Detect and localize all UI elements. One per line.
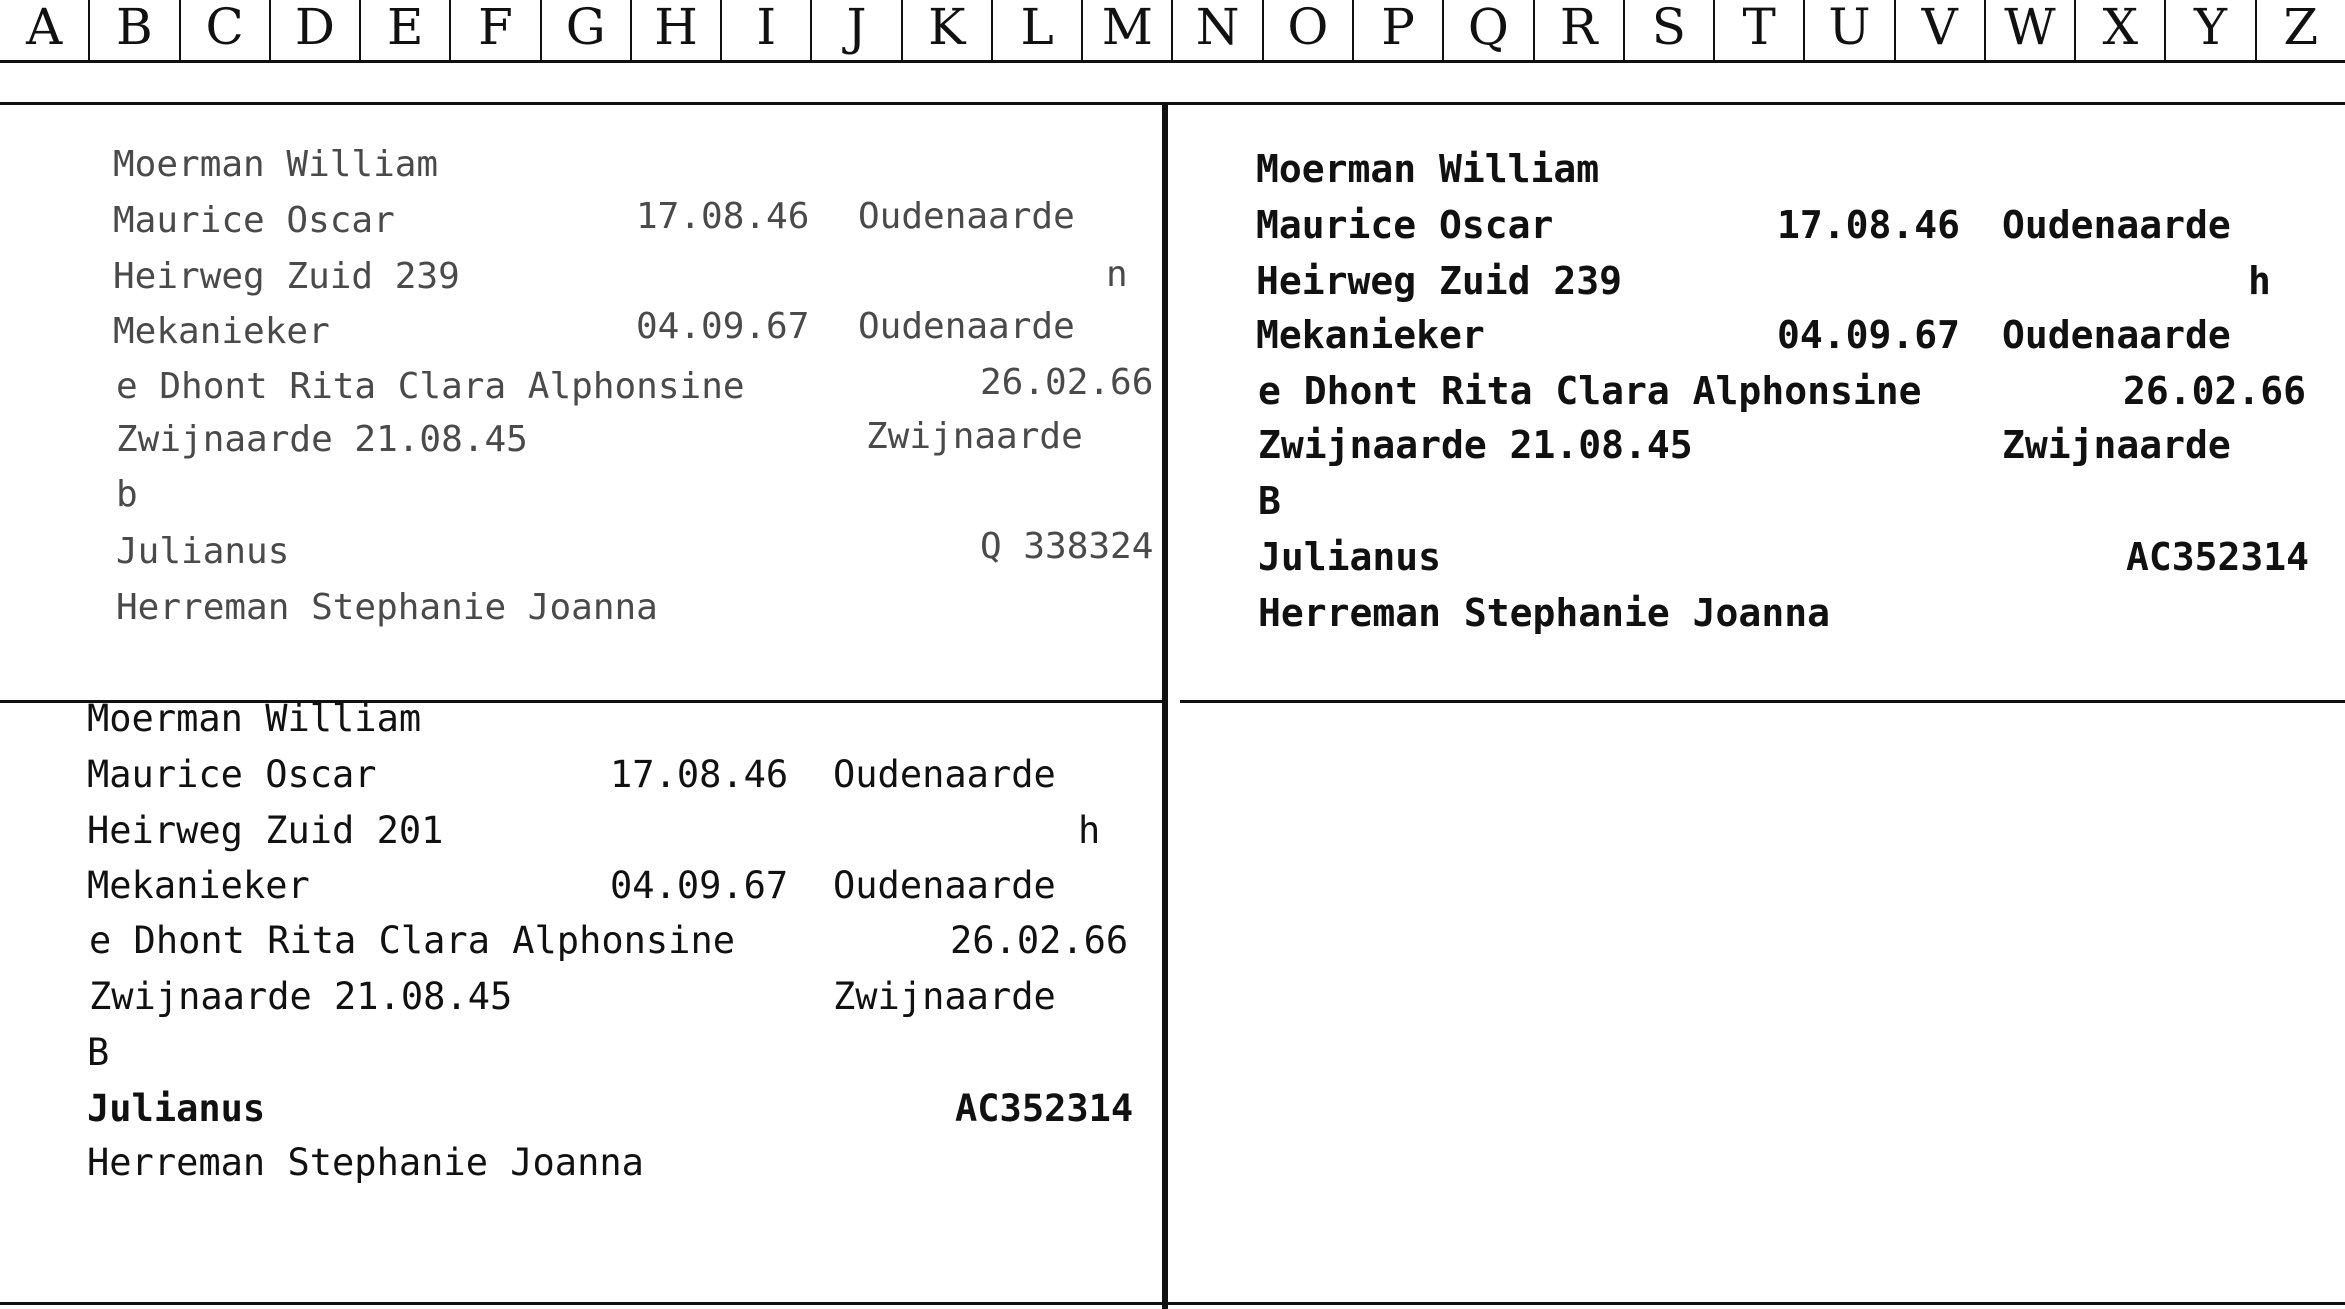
alphabet-tab-r[interactable]: R	[1535, 0, 1625, 60]
card-place-2: Oudenaarde	[2002, 313, 2231, 357]
alphabet-tab-c[interactable]: C	[181, 0, 271, 60]
alphabet-tab-y[interactable]: Y	[2166, 0, 2256, 60]
alphabet-tab-e[interactable]: E	[361, 0, 451, 60]
alphabet-tab-x[interactable]: X	[2076, 0, 2166, 60]
alphabet-tab-k[interactable]: K	[903, 0, 993, 60]
card-birth-place: Oudenaarde	[833, 753, 1056, 796]
card-h-mark: h	[2248, 259, 2271, 303]
card-spouse-birth: Zwijnaarde 21.08.45	[116, 419, 528, 460]
card-number: Q 338324	[980, 526, 1154, 567]
card-marriage-date: 26.02.66	[2123, 369, 2307, 413]
card-name: Moerman William	[1256, 147, 1600, 191]
card-address: Heirweg Zuid 201	[87, 809, 444, 852]
card-occupation: Mekanieker	[1256, 313, 1485, 357]
card-spouse: e Dhont Rita Clara Alphonsine	[116, 366, 745, 407]
card-date-2: 04.09.67	[1777, 313, 1961, 357]
card-mother: Herreman Stephanie Joanna	[116, 587, 658, 628]
card-number: AC352314	[2126, 535, 2310, 579]
card-marriage-date: 26.02.66	[950, 919, 1129, 962]
card-b-mark: b	[116, 474, 138, 515]
card-h-mark: n	[1106, 254, 1128, 295]
card-divider-bottom	[0, 1302, 2345, 1305]
card-name: Moerman William	[113, 144, 439, 185]
card-b-mark: B	[1258, 479, 1281, 523]
alphabet-tab-d[interactable]: D	[271, 0, 361, 60]
alphabet-tab-l[interactable]: L	[993, 0, 1083, 60]
record-card-bottom-left	[0, 697, 1162, 1302]
card-father: Julianus	[116, 531, 290, 572]
alphabet-tab-f[interactable]: F	[451, 0, 541, 60]
card-name: Moerman William	[87, 697, 422, 740]
card-mother: Herreman Stephanie Joanna	[87, 1141, 644, 1184]
alphabet-tab-a[interactable]: A	[0, 0, 90, 60]
card-occupation: Mekanieker	[113, 311, 330, 352]
alphabet-tab-j[interactable]: J	[812, 0, 902, 60]
alphabet-tab-s[interactable]: S	[1625, 0, 1715, 60]
alphabet-tab-t[interactable]: T	[1715, 0, 1805, 60]
card-occupation: Mekanieker	[87, 864, 310, 907]
card-mother: Herreman Stephanie Joanna	[1258, 591, 1830, 635]
card-spouse-birth: Zwijnaarde 21.08.45	[1258, 423, 1693, 467]
alphabet-tab-i[interactable]: I	[722, 0, 812, 60]
card-date-2: 04.09.67	[610, 864, 789, 907]
alphabet-tab-u[interactable]: U	[1805, 0, 1895, 60]
card-h-mark: h	[1078, 809, 1101, 852]
card-birth-place: Oudenaarde	[2002, 203, 2231, 247]
alphabet-tab-b[interactable]: B	[90, 0, 180, 60]
card-middle-names: Maurice Oscar	[113, 200, 395, 241]
card-birth-date: 17.08.46	[610, 753, 789, 796]
card-birth-date: 17.08.46	[636, 196, 810, 237]
alphabet-tab-q[interactable]: Q	[1444, 0, 1534, 60]
card-middle-names: Maurice Oscar	[1256, 203, 1554, 247]
card-spouse: e Dhont Rita Clara Alphonsine	[89, 919, 736, 962]
card-spouse-place: Zwijnaarde	[833, 975, 1056, 1018]
record-card-bottom-right-empty	[1168, 703, 2345, 1302]
card-father: Julianus	[87, 1087, 266, 1130]
record-card-top-right	[1168, 105, 2345, 700]
alphabet-tab-v[interactable]: V	[1896, 0, 1986, 60]
card-date-2: 04.09.67	[636, 306, 810, 347]
card-birth-date: 17.08.46	[1777, 203, 1961, 247]
card-b-mark: B	[87, 1031, 110, 1074]
alphabet-tab-w[interactable]: W	[1986, 0, 2076, 60]
card-number: AC352314	[955, 1087, 1134, 1130]
alphabet-tab-g[interactable]: G	[542, 0, 632, 60]
card-spouse: e Dhont Rita Clara Alphonsine	[1258, 369, 1922, 413]
alphabet-tab-o[interactable]: O	[1264, 0, 1354, 60]
card-spouse-place: Zwijnaarde	[2002, 423, 2231, 467]
card-place-2: Oudenaarde	[833, 864, 1056, 907]
record-card-top-left	[0, 105, 1162, 700]
alphabet-tab-p[interactable]: P	[1354, 0, 1444, 60]
card-marriage-date: 26.02.66	[980, 362, 1154, 403]
alphabet-tab-m[interactable]: M	[1083, 0, 1173, 60]
alphabet-tab-z[interactable]: Z	[2283, 0, 2319, 56]
alphabet-index	[0, 0, 2345, 63]
card-spouse-place: Zwijnaarde	[866, 416, 1083, 457]
alphabet-tab-h[interactable]: H	[632, 0, 722, 60]
card-address: Heirweg Zuid 239	[113, 256, 460, 297]
card-father: Julianus	[1258, 535, 1442, 579]
card-middle-names: Maurice Oscar	[87, 753, 377, 796]
card-place-2: Oudenaarde	[858, 306, 1075, 347]
card-spouse-birth: Zwijnaarde 21.08.45	[89, 975, 513, 1018]
card-birth-place: Oudenaarde	[858, 196, 1075, 237]
card-address: Heirweg Zuid 239	[1256, 259, 1623, 303]
alphabet-tab-n[interactable]: N	[1173, 0, 1263, 60]
